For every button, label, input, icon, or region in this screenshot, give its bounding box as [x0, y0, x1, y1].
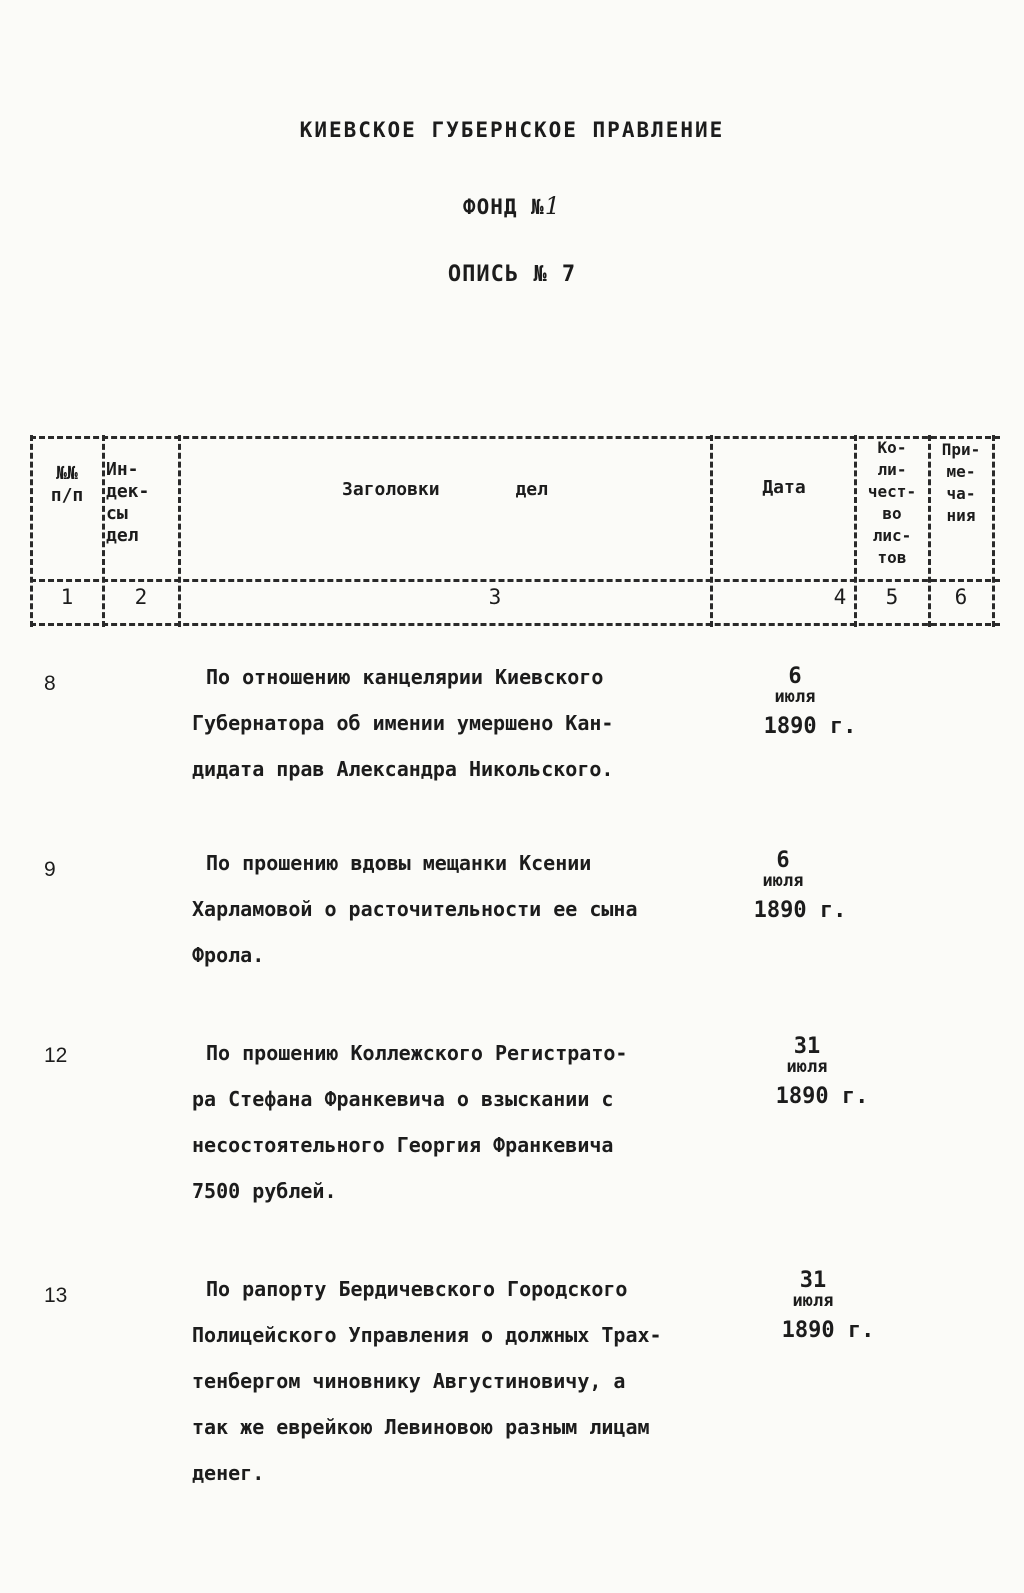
entry-number: 12	[44, 1044, 68, 1067]
entry-date: 31 июля 1890 г.	[781, 1268, 875, 1343]
col-number-4: 4	[833, 585, 847, 609]
entry-title: По отношению канцелярии Киевского Губернатора об имении умершено Кан- дидата прав Александра Никольского.	[192, 665, 614, 781]
entry-title: По прошению Коллежского Регистрато- ра Стефана Франкевича о взыскании с несостоятельного Георгия Франкевича 7500 рублей.	[192, 1041, 628, 1203]
entry-number: 9	[44, 858, 56, 881]
col-number-3: 3	[488, 585, 502, 609]
entry-title: По прошению вдовы мещанки Ксении Харламовой о расточительности ее сына Фрола.	[192, 851, 638, 967]
col-header-sheet-count: Ко- ли- чест- во лис- тов	[867, 438, 917, 567]
column-divider	[30, 435, 33, 627]
col-header-date: Дата	[762, 477, 806, 498]
col-header-notes: При- ме- ча- ния	[941, 440, 981, 525]
entry-title: По рапорту Бердичевского Городского Полицейского Управления о должных Трах- тенбергом чиновнику Августиновичу, а так же еврейкою Левиновою разным лицам денег.	[192, 1277, 662, 1485]
column-divider	[102, 435, 105, 627]
entry-date: 6 июля 1890 г.	[763, 664, 857, 739]
fond-number: 1	[544, 192, 562, 220]
entry-date: 6 июля 1890 г.	[753, 848, 847, 923]
column-header-table	[30, 436, 1000, 626]
column-divider	[992, 435, 995, 627]
col-number-5: 5	[885, 585, 899, 609]
document-title: КИЕВСКОЕ ГУБЕРНСКОЕ ПРАВЛЕНИЕ	[299, 118, 725, 142]
fond-label: ФОНД №	[462, 195, 545, 219]
entry-date: 31 июля 1890 г.	[775, 1034, 869, 1109]
col-number-1: 1	[60, 585, 74, 609]
entry-number: 8	[44, 672, 56, 695]
col-header-number: №№ п/п	[50, 463, 84, 506]
col-number-6: 6	[954, 585, 968, 609]
col-header-titles: Заголовки дел	[342, 479, 548, 500]
opis-line: ОПИСЬ № 7	[447, 262, 577, 287]
col-number-2: 2	[134, 585, 148, 609]
fond-line	[0, 192, 1024, 220]
entry-number: 13	[44, 1284, 68, 1307]
col-header-index: Ин- дек- сы дел	[106, 459, 150, 546]
